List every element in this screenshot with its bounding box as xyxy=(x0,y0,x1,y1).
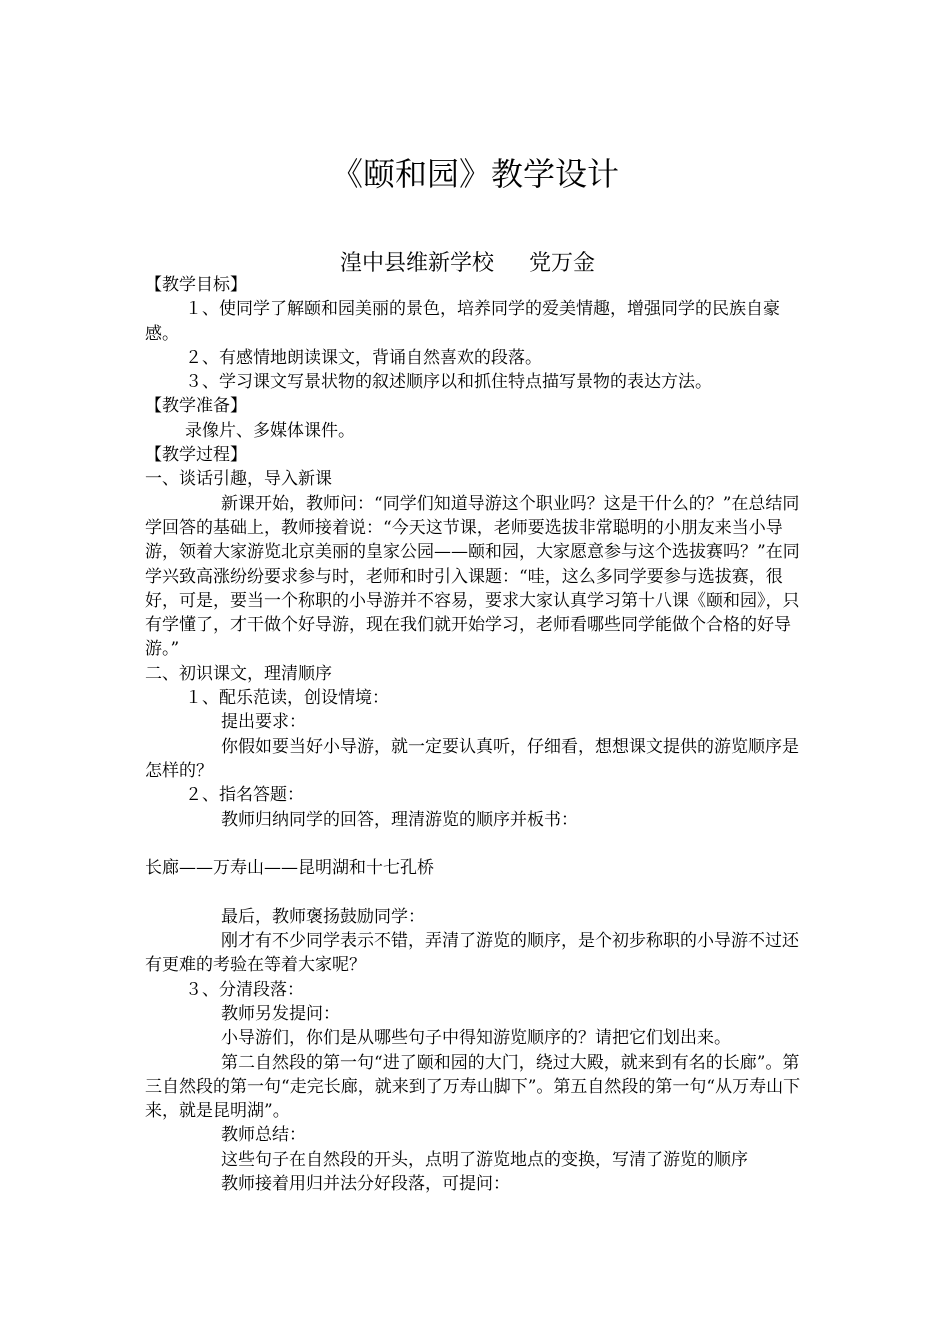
board-writing: 长廊——万寿山——昆明湖和十七孔桥 xyxy=(145,858,434,879)
paragraph: 小导游们，你们是从哪些句子中得知游览顺序的？请把它们划出来。 xyxy=(221,1028,731,1049)
document-body xyxy=(145,273,813,1196)
section-heading-objectives: 【教学目标】 xyxy=(145,275,247,295)
paragraph: 提出要求： xyxy=(221,712,306,733)
part-heading: 一、谈话引趣，导入新课 xyxy=(145,469,332,490)
paragraph: 刚才有不少同学表示不错，弄清了游览的顺序，是个初步称职的小导游不过还有更难的考验在等着大家呢？ xyxy=(145,931,799,976)
paragraph: 最后，教师褒扬鼓励同学： xyxy=(221,906,425,927)
paragraph: 新课开始，教师问：“同学们知道导游这个职业吗？这是干什么的？”在总结同学回答的基础上，教师接着说：“今天这节课，老师要选拔非常聪明的小朋友来当小导游，领着大家游览北京美丽的皇家公园——颐和园，大家愿意参与这个选拔赛吗？”在同学兴致高涨纷纷要求参与时，老师和时引入课题：“哇，这么多同学要参与选拔赛，很好，可是，要当一个称职的小导游并不容易，要求大家认真学习第十八课《颐和园》，只有学懂了，才干做个好导游，现在我们就开始学习，老师看哪些同学能做个合格的好导游。” xyxy=(145,493,800,660)
step-heading: ２、指名答题： xyxy=(185,785,304,806)
paragraph: 第二自然段的第一句“进了颐和园的大门，绕过大殿，就来到有名的长廊”。第三自然段的第一句“走完长廊，就来到了万寿山脚下”。第五自然段的第一句“从万寿山下来，就是昆明湖”。 xyxy=(145,1052,801,1122)
section-heading-preparation: 【教学准备】 xyxy=(145,396,247,417)
objective-item: １、使同学了解颐和园美丽的景色，培养同学的爱美情趣，增强同学的民族自豪感。 xyxy=(145,299,780,344)
paragraph: 教师归纳同学的回答，理清游览的顺序并板书： xyxy=(221,809,578,830)
author-line: 湟中县维新学校 党万金 xyxy=(340,251,595,276)
spacer xyxy=(145,832,813,856)
paragraph: 教师接着用归并法分好段落，可提问： xyxy=(221,1173,510,1194)
paragraph: 教师另发提问： xyxy=(221,1003,340,1024)
document-title: 《颐和园》教学设计 xyxy=(330,155,619,193)
part-heading: 二、初识课文，理清顺序 xyxy=(145,663,332,684)
step-heading: ３、分清段落： xyxy=(185,979,304,1000)
spacer xyxy=(145,880,813,904)
paragraph: 你假如要当好小导游，就一定要认真听，仔细看，想想课文提供的游览顺序是怎样的？ xyxy=(145,736,799,781)
section-heading-process: 【教学过程】 xyxy=(145,445,247,466)
paragraph: 这些句子在自然段的开头，点明了游览地点的变换，写清了游览的顺序 xyxy=(221,1149,748,1170)
paragraph: 教师总结： xyxy=(221,1125,306,1146)
objective-item: ３、学习课文写景状物的叙述顺序以和抓住特点描写景物的表达方法。 xyxy=(185,372,712,393)
objective-item: ２、有感情地朗读课文，背诵自然喜欢的段落。 xyxy=(185,347,542,368)
preparation-text: 录像片、多媒体课件。 xyxy=(185,420,355,441)
step-heading: １、配乐范读，创设情境： xyxy=(185,688,389,709)
